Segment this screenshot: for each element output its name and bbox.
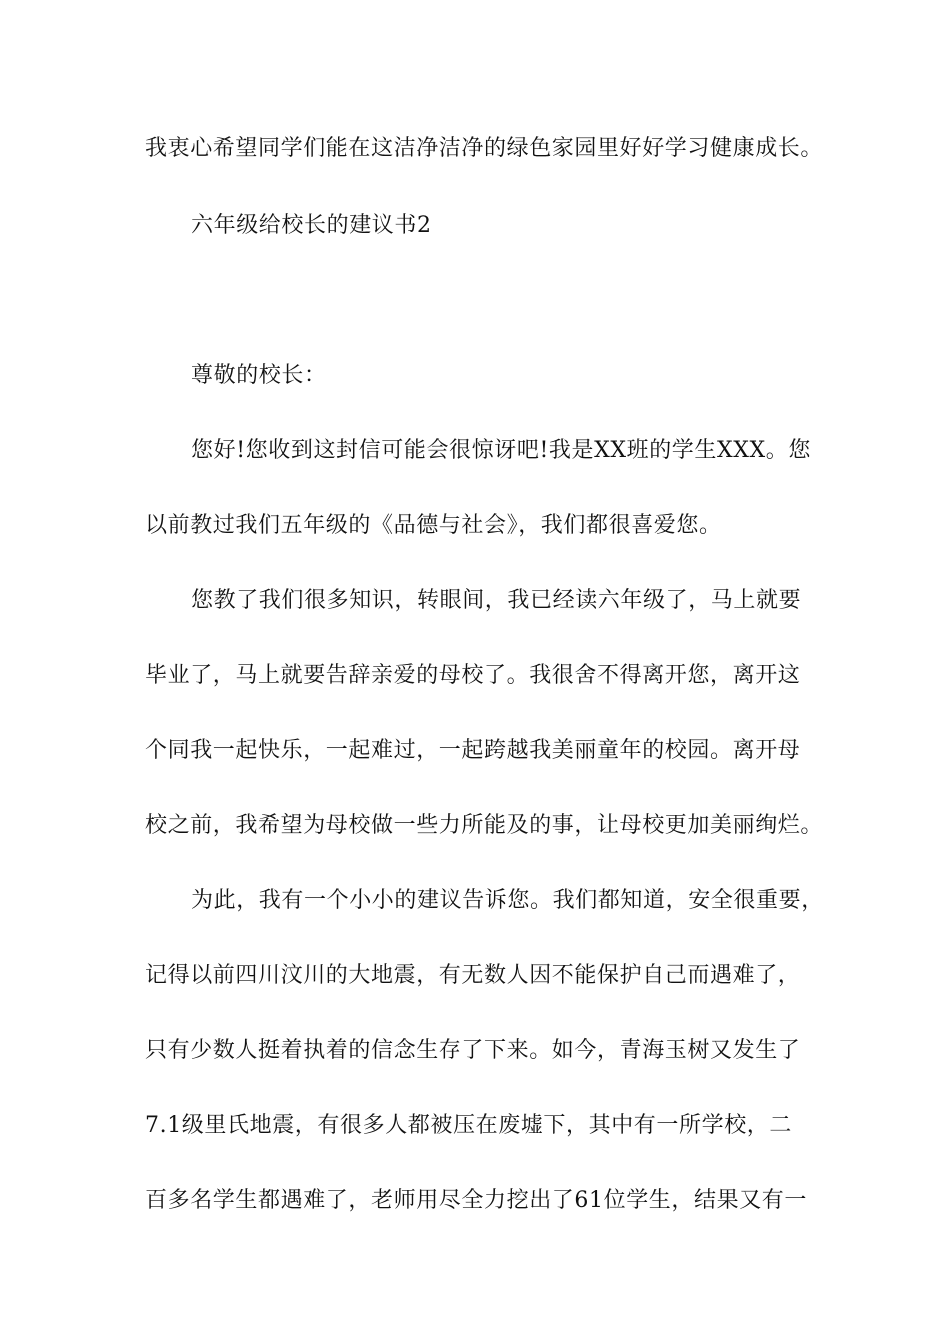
paragraph-line: 我衷心希望同学们能在这洁净洁净的绿色家园里好好学习健康成长。 bbox=[145, 136, 824, 161]
paragraph-line: 百多名学生都遇难了，老师用尽全力挖出了61位学生，结果又有一 bbox=[145, 1188, 807, 1213]
paragraph-line: 为此，我有一个小小的建议告诉您。我们都知道，安全很重要， bbox=[191, 888, 824, 913]
paragraph-line: 以前教过我们五年级的《品德与社会》，我们都很喜爱您。 bbox=[145, 513, 722, 538]
paragraph-line: 7.1级里氏地震，有很多人都被压在废墟下，其中有一所学校，二 bbox=[145, 1113, 792, 1138]
salutation: 尊敬的校长： bbox=[191, 363, 327, 388]
paragraph-line: 校之前，我希望为母校做一些力所能及的事，让母校更加美丽绚烂。 bbox=[145, 813, 824, 838]
section-heading: 六年级给校长的建议书2 bbox=[191, 213, 432, 238]
paragraph-line: 记得以前四川汶川的大地震，有无数人因不能保护自己而遇难了， bbox=[145, 963, 801, 988]
paragraph-line: 个同我一起快乐，一起难过，一起跨越我美丽童年的校园。离开母 bbox=[145, 738, 801, 763]
paragraph-line: 您好!您收到这封信可能会很惊讶吧!我是XX班的学生XXX。您 bbox=[191, 438, 811, 463]
paragraph-line: 毕业了，马上就要告辞亲爱的母校了。我很舍不得离开您，离开这 bbox=[145, 663, 801, 688]
paragraph-line: 您教了我们很多知识，转眼间，我已经读六年级了，马上就要 bbox=[191, 588, 802, 613]
paragraph-line: 只有少数人挺着执着的信念生存了下来。如今，青海玉树又发生了 bbox=[145, 1038, 801, 1063]
